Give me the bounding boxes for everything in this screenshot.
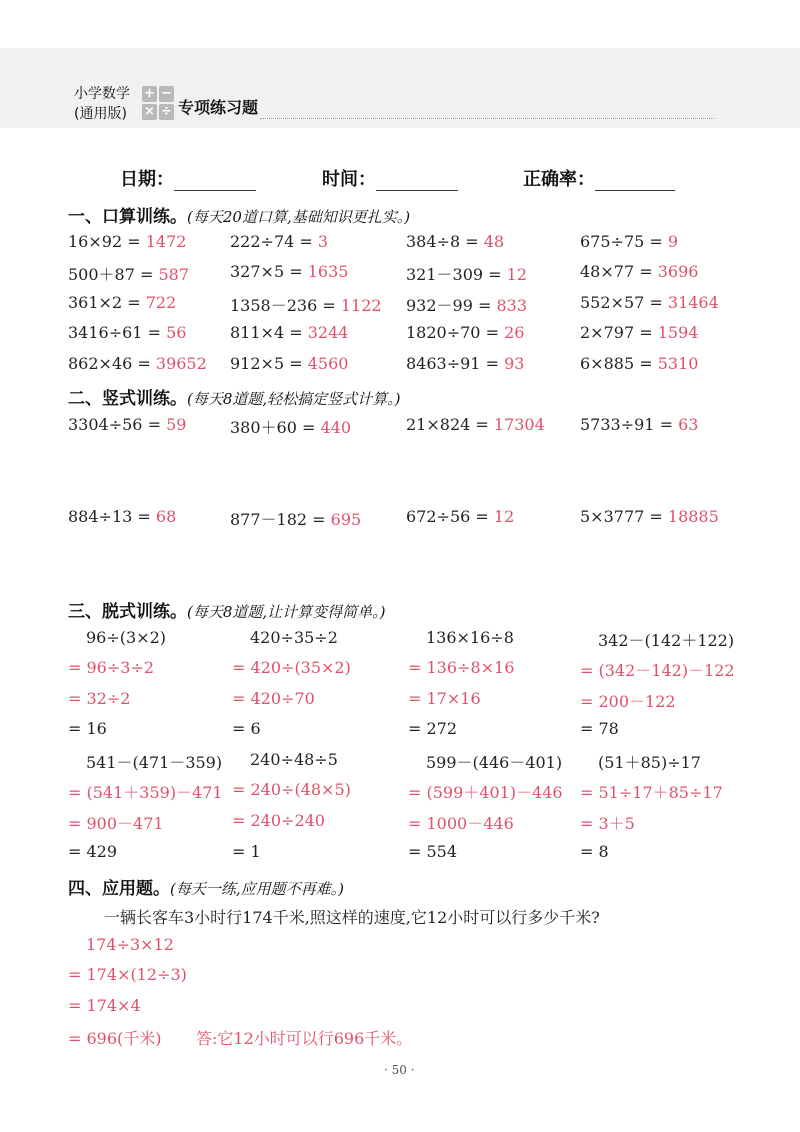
step: = 51÷17＋85÷17 (580, 783, 723, 802)
problem: 327×5 = 1635 (230, 262, 349, 281)
section-2-heading (68, 384, 401, 409)
answer-sentence: 答:它12小时可以行696千米。 (196, 1029, 413, 1048)
section-3-title: 三、脱式训练。 (68, 602, 187, 622)
time-field (322, 165, 458, 191)
step: = 78 (580, 719, 619, 738)
step: = 8 (580, 842, 609, 861)
accuracy-blank (595, 172, 675, 191)
problem: 884÷13 = 68 (68, 507, 177, 526)
section-2-title: 二、竖式训练。 (68, 389, 187, 409)
times-icon: × (142, 104, 157, 120)
problem: 384÷8 = 48 (406, 232, 505, 251)
step: = 240÷(48×5) (232, 780, 351, 799)
problem: 862×46 = 39652 (68, 354, 207, 373)
problem: 380＋60 = 440 (230, 418, 352, 437)
step: = 136÷8×16 (408, 658, 515, 677)
problem: 321－309 = 12 (406, 265, 528, 284)
date-field (120, 165, 256, 191)
expression: 342－(142＋122) (598, 631, 735, 650)
section-4-heading (68, 874, 344, 899)
step: = 1000－446 (408, 814, 514, 833)
problem: 5×3777 = 18885 (580, 507, 719, 526)
section-2-note: (每天8道题,轻松搞定竖式计算。) (187, 390, 401, 408)
minus-icon: − (159, 86, 174, 102)
expression: 136×16÷8 (426, 628, 514, 647)
problem: 500＋87 = 587 (68, 265, 190, 284)
solution-step: = 174×(12÷3) (68, 965, 187, 984)
date-blank (174, 172, 256, 191)
step: = 6 (232, 719, 261, 738)
word-problem-question: 一辆长客车3小时行174千米,照这样的速度,它12小时可以行多少千米? (104, 908, 600, 927)
step: = 900－471 (68, 814, 164, 833)
step: = 200－122 (580, 692, 676, 711)
divide-icon: ÷ (159, 104, 174, 120)
problem: 222÷74 = 3 (230, 232, 329, 251)
step: = (342－142)－122 (580, 661, 735, 680)
step: = 272 (408, 719, 458, 738)
brand-line-2: (通用版) (74, 106, 127, 122)
section-3-heading (68, 597, 386, 622)
expression: 420÷35÷2 (250, 628, 338, 647)
problem: 8463÷91 = 93 (406, 354, 525, 373)
section-4-note: (每天一练,应用题不再难。) (170, 880, 344, 898)
problem: 912×5 = 4560 (230, 354, 349, 373)
step: = (599＋401)－446 (408, 783, 563, 802)
section-1-heading (68, 202, 410, 227)
problem: 3416÷61 = 56 (68, 323, 187, 342)
problem: 811×4 = 3244 (230, 323, 349, 342)
page-number: · 50 · (384, 1063, 415, 1077)
step: = 420÷(35×2) (232, 658, 351, 677)
date-label: 日期： (120, 169, 174, 190)
problem: 16×92 = 1472 (68, 232, 187, 251)
step: = (541＋359)－471 (68, 783, 223, 802)
section-4-title: 四、应用题。 (68, 879, 170, 899)
time-blank (376, 172, 458, 191)
expression: 240÷48÷5 (250, 750, 338, 769)
accuracy-field (523, 165, 675, 191)
expression: (51＋85)÷17 (598, 753, 701, 772)
brand-line-1: 小学数学 (74, 86, 130, 102)
problem: 2×797 = 1594 (580, 323, 699, 342)
step: = 1 (232, 842, 261, 861)
header-white-strip (0, 0, 800, 48)
accuracy-label: 正确率： (523, 169, 595, 190)
step: = 96÷3÷2 (68, 658, 155, 677)
problem: 1358－236 = 1122 (230, 296, 382, 315)
problem: 932－99 = 833 (406, 296, 528, 315)
problem: 672÷56 = 12 (406, 507, 515, 526)
brand-label (74, 84, 130, 124)
section-1-note: (每天20道口算,基础知识更扎实。) (187, 208, 411, 226)
solution-step: = 696(千米) (68, 1029, 162, 1048)
time-label: 时间： (322, 169, 376, 190)
solution-step: = 174×4 (68, 996, 141, 1015)
step: = 420÷70 (232, 689, 315, 708)
problem: 552×57 = 31464 (580, 293, 719, 312)
step: = 554 (408, 842, 458, 861)
expression: 96÷(3×2) (86, 628, 167, 647)
step: = 240÷240 (232, 811, 325, 830)
section-1-title: 一、口算训练。 (68, 207, 187, 227)
problem: 361×2 = 722 (68, 293, 177, 312)
problem: 675÷75 = 9 (580, 232, 679, 251)
section-3-note: (每天8道题,让计算变得简单。) (187, 603, 386, 621)
solution-step: 174÷3×12 (86, 935, 174, 954)
series-title: 专项练习题 (178, 98, 259, 117)
step: = 32÷2 (68, 689, 131, 708)
problem: 6×885 = 5310 (580, 354, 699, 373)
problem: 21×824 = 17304 (406, 415, 545, 434)
step: = 429 (68, 842, 118, 861)
problem: 1820÷70 = 26 (406, 323, 525, 342)
step: = 3＋5 (580, 814, 635, 833)
header-divider (260, 118, 714, 119)
problem: 5733÷91 = 63 (580, 415, 699, 434)
expression: 541－(471－359) (86, 753, 223, 772)
step: = 16 (68, 719, 107, 738)
step: = 17×16 (408, 689, 481, 708)
operator-logo (142, 86, 174, 120)
plus-icon: + (142, 86, 157, 102)
problem: 48×77 = 3696 (580, 262, 699, 281)
problem: 877－182 = 695 (230, 510, 362, 529)
problem: 3304÷56 = 59 (68, 415, 187, 434)
expression: 599－(446－401) (426, 753, 563, 772)
